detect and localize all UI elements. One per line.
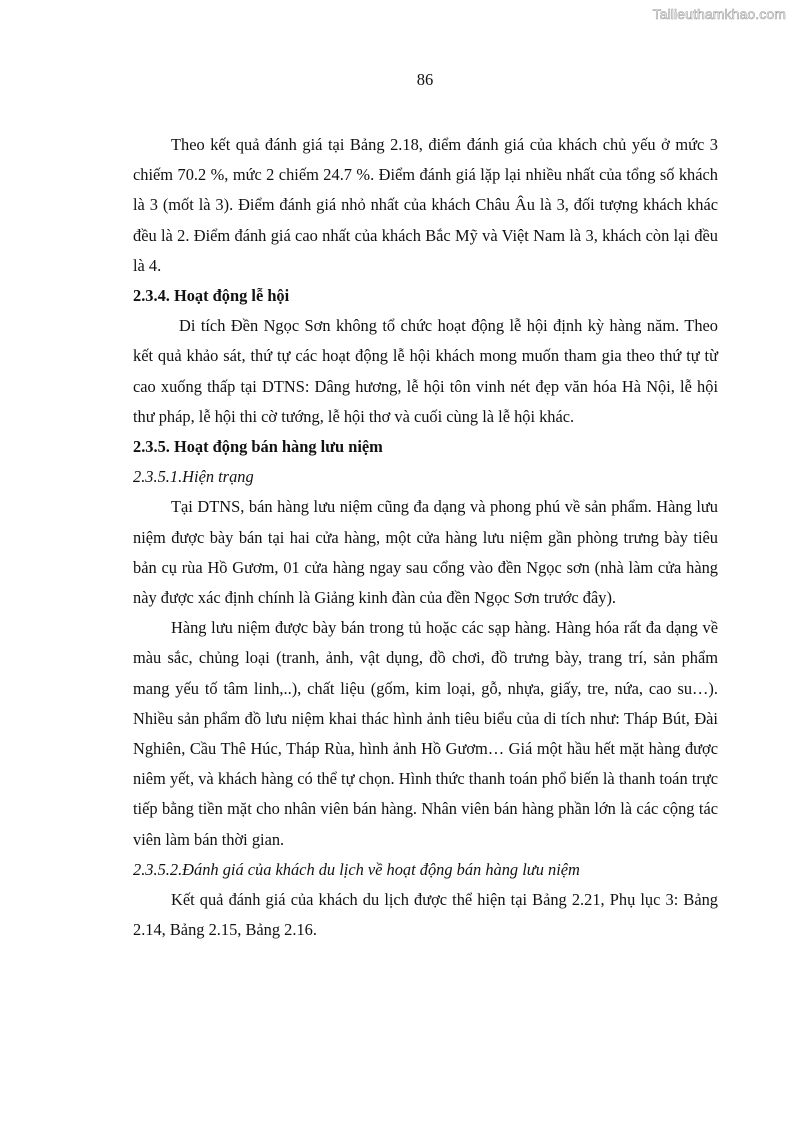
heading-souvenir-sales: 2.3.5. Hoạt động bán hàng lưu niệm [133,437,383,457]
document-body [133,130,718,945]
paragraph-souvenir-goods: Hàng lưu niệm được bày bán trong tủ hoặc các sạp hàng. Hàng hóa rất đa dạng về màu sắc, chủng loại (tranh, ảnh, vật dụng, đồ chơi, đồ trưng bày, trang trí, sản phẩm mang yếu tố tâm linh,..), chất liệu (gốm, kim loại, gỗ, nhựa, giấy, tre, nứa, cao su…). Nhiều sản phẩm đồ lưu niệm khai thác hình ảnh tiêu biểu của di tích như: Tháp Bút, Đài Nghiên, Cầu Thê Húc, Tháp Rùa, hình ảnh Hồ Gươm… Giá một hầu hết mặt hàng được niêm yết, và khách hàng có thể tự chọn. Hình thức thanh toán phổ biến là thanh toán trực tiếp bằng tiền mặt cho nhân viên bán hàng. Nhân viên bán hàng phần lớn là các cộng tác viên làm bán thời gian. [133,618,718,849]
subheading-current-status: 2.3.5.1.Hiện trạng [133,467,254,487]
paragraph-evaluation-result: Kết quả đánh giá của khách du lịch được thể hiện tại Bảng 2.21, Phụ lục 3: Bảng 2.14, Bảng 2.15, Bảng 2.16. [133,890,718,940]
page-number: 86 [416,70,434,89]
paragraph-souvenir-shops: Tại DTNS, bán hàng lưu niệm cũng đa dạng và phong phú về sản phẩm. Hàng lưu niệm được bày bán tại hai cửa hàng, một cửa hàng lưu niệm gần phòng trưng bày tiêu bản cụ rùa Hồ Gươm, 01 cửa hàng ngay sau cổng vào đền Ngọc sơn (nhà làm cửa hàng này được xác định chính là Giảng kinh đàn của đền Ngọc Sơn trước đây). [133,497,718,608]
paragraph-evaluation-summary: Theo kết quả đánh giá tại Bảng 2.18, điểm đánh giá của khách chủ yếu ở mức 3 chiếm 70.2 %, mức 2 chiếm 24.7 %. Điểm đánh giá lặp lại nhiều nhất của tổng số khách là 3 (mốt là 3). Điểm đánh giá nhỏ nhất của khách Châu Âu là 3, đối tượng khách khác đều là 2. Điểm đánh giá cao nhất của khách Bắc Mỹ và Việt Nam là 3, khách còn lại đều là 4. [133,135,718,275]
watermark: Tailieuthamkhao.com [652,6,786,22]
subheading-tourist-evaluation: 2.3.5.2.Đánh giá của khách du lịch về hoạt động bán hàng lưu niệm [133,859,580,879]
heading-festival-activities: 2.3.4. Hoạt động lễ hội [133,286,290,306]
paragraph-festival: Di tích Đền Ngọc Sơn không tổ chức hoạt động lễ hội định kỳ hàng năm. Theo kết quả khảo sát, thứ tự các hoạt động lễ hội khách mong muốn tham gia theo thứ tự từ cao xuống thấp tại DTNS: Dâng hương, lễ hội tôn vinh nét đẹp văn hóa Hà Nội, lễ hội thư pháp, lễ hội thi cờ tướng, lễ hội thơ và cuối cùng là lễ hội khác. [133,316,718,426]
